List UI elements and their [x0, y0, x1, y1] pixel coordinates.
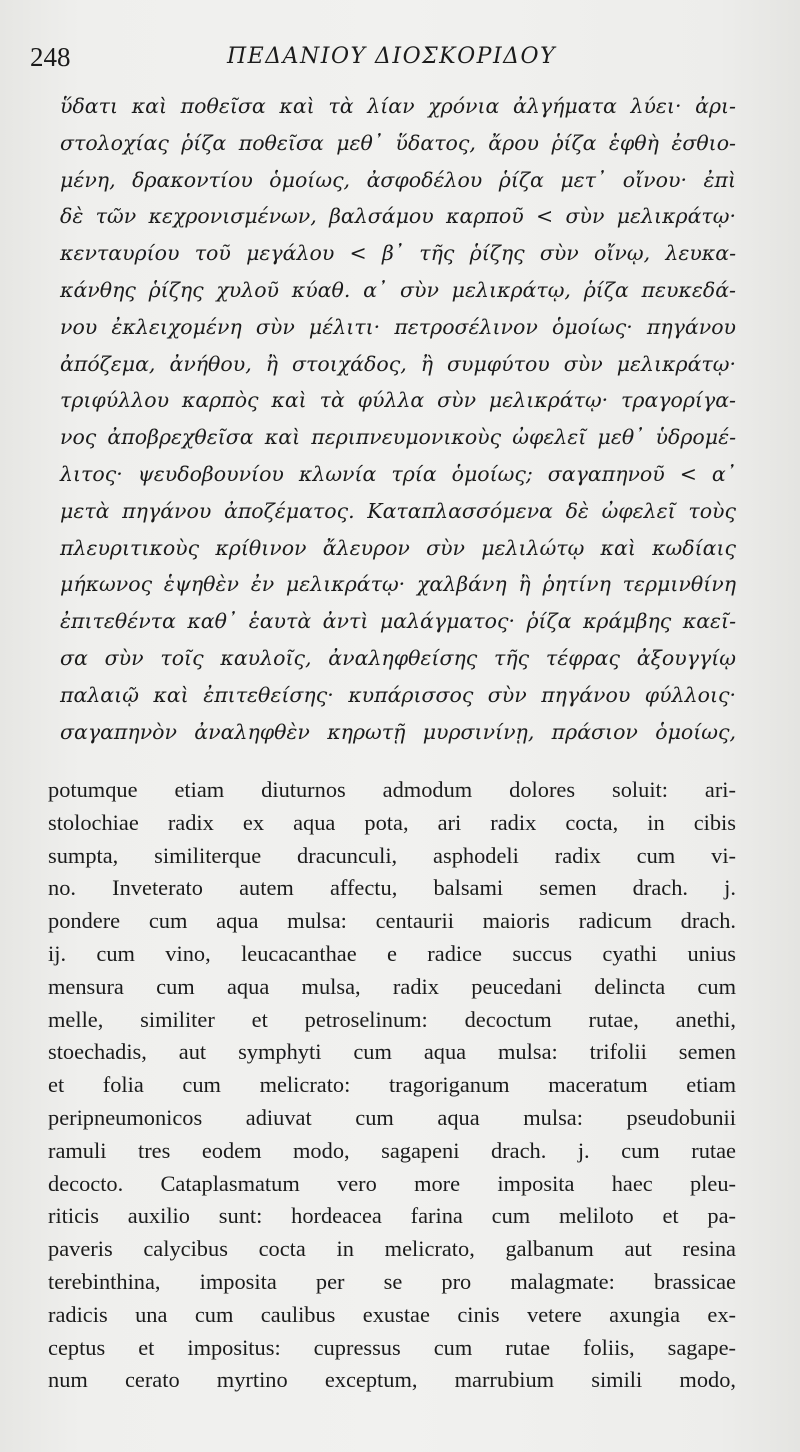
latin-line: mensura cum aqua mulsa, radix peucedani delincta cum — [48, 973, 736, 999]
latin-line: ceptus et impositus: cupressus cum rutae foliis, sagape- — [48, 1334, 736, 1360]
latin-line: melle, similiter et petroselinum: decoctum rutae, anethi, — [48, 1006, 736, 1032]
greek-line: δὲ τῶν κεχρονισμένων, βαλσάμου καρποῦ < σὺν μελικράτῳ· — [60, 204, 736, 229]
latin-line: ij. cum vino, leucacanthae e radice succus cyathi unius — [48, 940, 736, 966]
latin-line: num cerato myrtino exceptum, marrubium simili modo, — [48, 1367, 736, 1393]
greek-line: στολοχίας ῥίζα ποθεῖσα μεθ᾽ ὕδατος, ἄρου ῥίζα ἑφθὴ ἐσθιο- — [60, 130, 736, 155]
running-head: ΠΕΔΑΝΙΟΥ ΔΙΟΣΚΟΡΙΔΟΥ — [227, 44, 557, 69]
latin-line: terebinthina, imposita per se pro malagmate: brassicae — [48, 1268, 736, 1294]
greek-line: τριφύλλου καρπὸς καὶ τὰ φύλλα σὺν μελικράτῳ· τραγορίγα- — [60, 388, 736, 413]
page-number: 248 — [30, 42, 71, 72]
latin-line: potumque etiam diuturnos admodum dolores soluit: ari- — [48, 777, 736, 802]
latin-line: paveris calycibus cocta in melicrato, galbanum aut resina — [48, 1236, 736, 1262]
greek-line: σαγαπηνὸν ἀναληφθὲν κηρωτῇ μυρσινίνῃ, πράσιον ὁμοίως, — [60, 719, 736, 744]
latin-line: ramuli tres eodem modo, sagapeni drach. j. cum rutae — [48, 1137, 736, 1163]
latin-line: radicis una cum caulibus exustae cinis vetere axungia ex- — [48, 1301, 736, 1327]
page-header — [22, 36, 782, 80]
greek-line: ὕδατι καὶ ποθεῖσα καὶ τὰ λίαν χρόνια ἀλγήματα λύει· ἀρι- — [60, 94, 736, 118]
greek-text-block — [60, 88, 736, 750]
latin-text-block — [48, 774, 736, 1397]
greek-line: μένη, δρακοντίου ὁμοίως, ἀσφοδέλου ῥίζα μετ᾽ οἴνου· ἐπὶ — [60, 167, 736, 192]
latin-line: no. Inveterato autem affectu, balsami semen drach. j. — [48, 875, 736, 901]
latin-line: et folia cum melicrato: tragoriganum maceratum etiam — [48, 1072, 736, 1098]
latin-line: pondere cum aqua mulsa: centaurii maioris radicum drach. — [48, 908, 736, 934]
latin-line: peripneumonicos adiuvat cum aqua mulsa: pseudobunii — [48, 1104, 736, 1130]
latin-line: stolochiae radix ex aqua pota, ari radix cocta, in cibis — [48, 809, 736, 835]
greek-line: νου ἐκλειχομένη σὺν μέλιτι· πετροσέλινον ὁμοίως· πηγάνου — [60, 314, 736, 339]
greek-line: κενταυρίου τοῦ μεγάλου < β᾽ τῆς ῥίζης σὺν οἴνῳ, λευκα- — [60, 241, 736, 266]
greek-line: κάνθης ῥίζης χυλοῦ κύαθ. α᾽ σὺν μελικράτῳ, ῥίζα πευκεδά- — [60, 277, 736, 302]
greek-line: λιτος· ψευδοβουνίου κλωνία τρία ὁμοίως; σαγαπηνοῦ < α᾽ — [60, 461, 736, 486]
greek-line: ἐπιτεθέντα καθ᾽ ἑαυτὰ ἀντὶ μαλάγματος· ῥίζα κράμβης καεῖ- — [60, 609, 736, 634]
greek-line: σα σὺν τοῖς καυλοῖς, ἀναληφθείσης τῆς τέφρας ἀξουγγίῳ — [60, 645, 736, 670]
greek-line: ἀπόζεμα, ἀνήθου, ἢ στοιχάδος, ἢ συμφύτου σὺν μελικράτῳ· — [60, 351, 736, 376]
greek-line: μετὰ πηγάνου ἀποζέματος. Καταπλασσόμενα δὲ ὠφελεῖ τοὺς — [60, 498, 736, 523]
greek-line: παλαιῷ καὶ ἐπιτεθείσης· κυπάρισσος σὺν πηγάνου φύλλοις· — [60, 682, 736, 707]
latin-line: sumpta, similiterque dracunculi, asphodeli radix cum vi- — [48, 842, 736, 868]
greek-line: μήκωνος ἑψηθὲν ἐν μελικράτῳ· χαλβάνη ἢ ῥητίνη τερμινθίνη — [60, 572, 736, 597]
greek-line: νος ἀποβρεχθεῖσα καὶ περιπνευμονικοὺς ὠφελεῖ μεθ᾽ ὑδρομέ- — [60, 425, 736, 450]
latin-line: stoechadis, aut symphyti cum aqua mulsa: trifolii semen — [48, 1039, 736, 1065]
latin-line: riticis auxilio sunt: hordeacea farina cum meliloto et pa- — [48, 1203, 736, 1229]
latin-line: decocto. Cataplasmatum vero more imposita haec pleu- — [48, 1170, 736, 1196]
greek-line: πλευριτικοὺς κρίθινον ἄλευρον σὺν μελιλώτῳ καὶ κωδίαις — [60, 535, 736, 560]
